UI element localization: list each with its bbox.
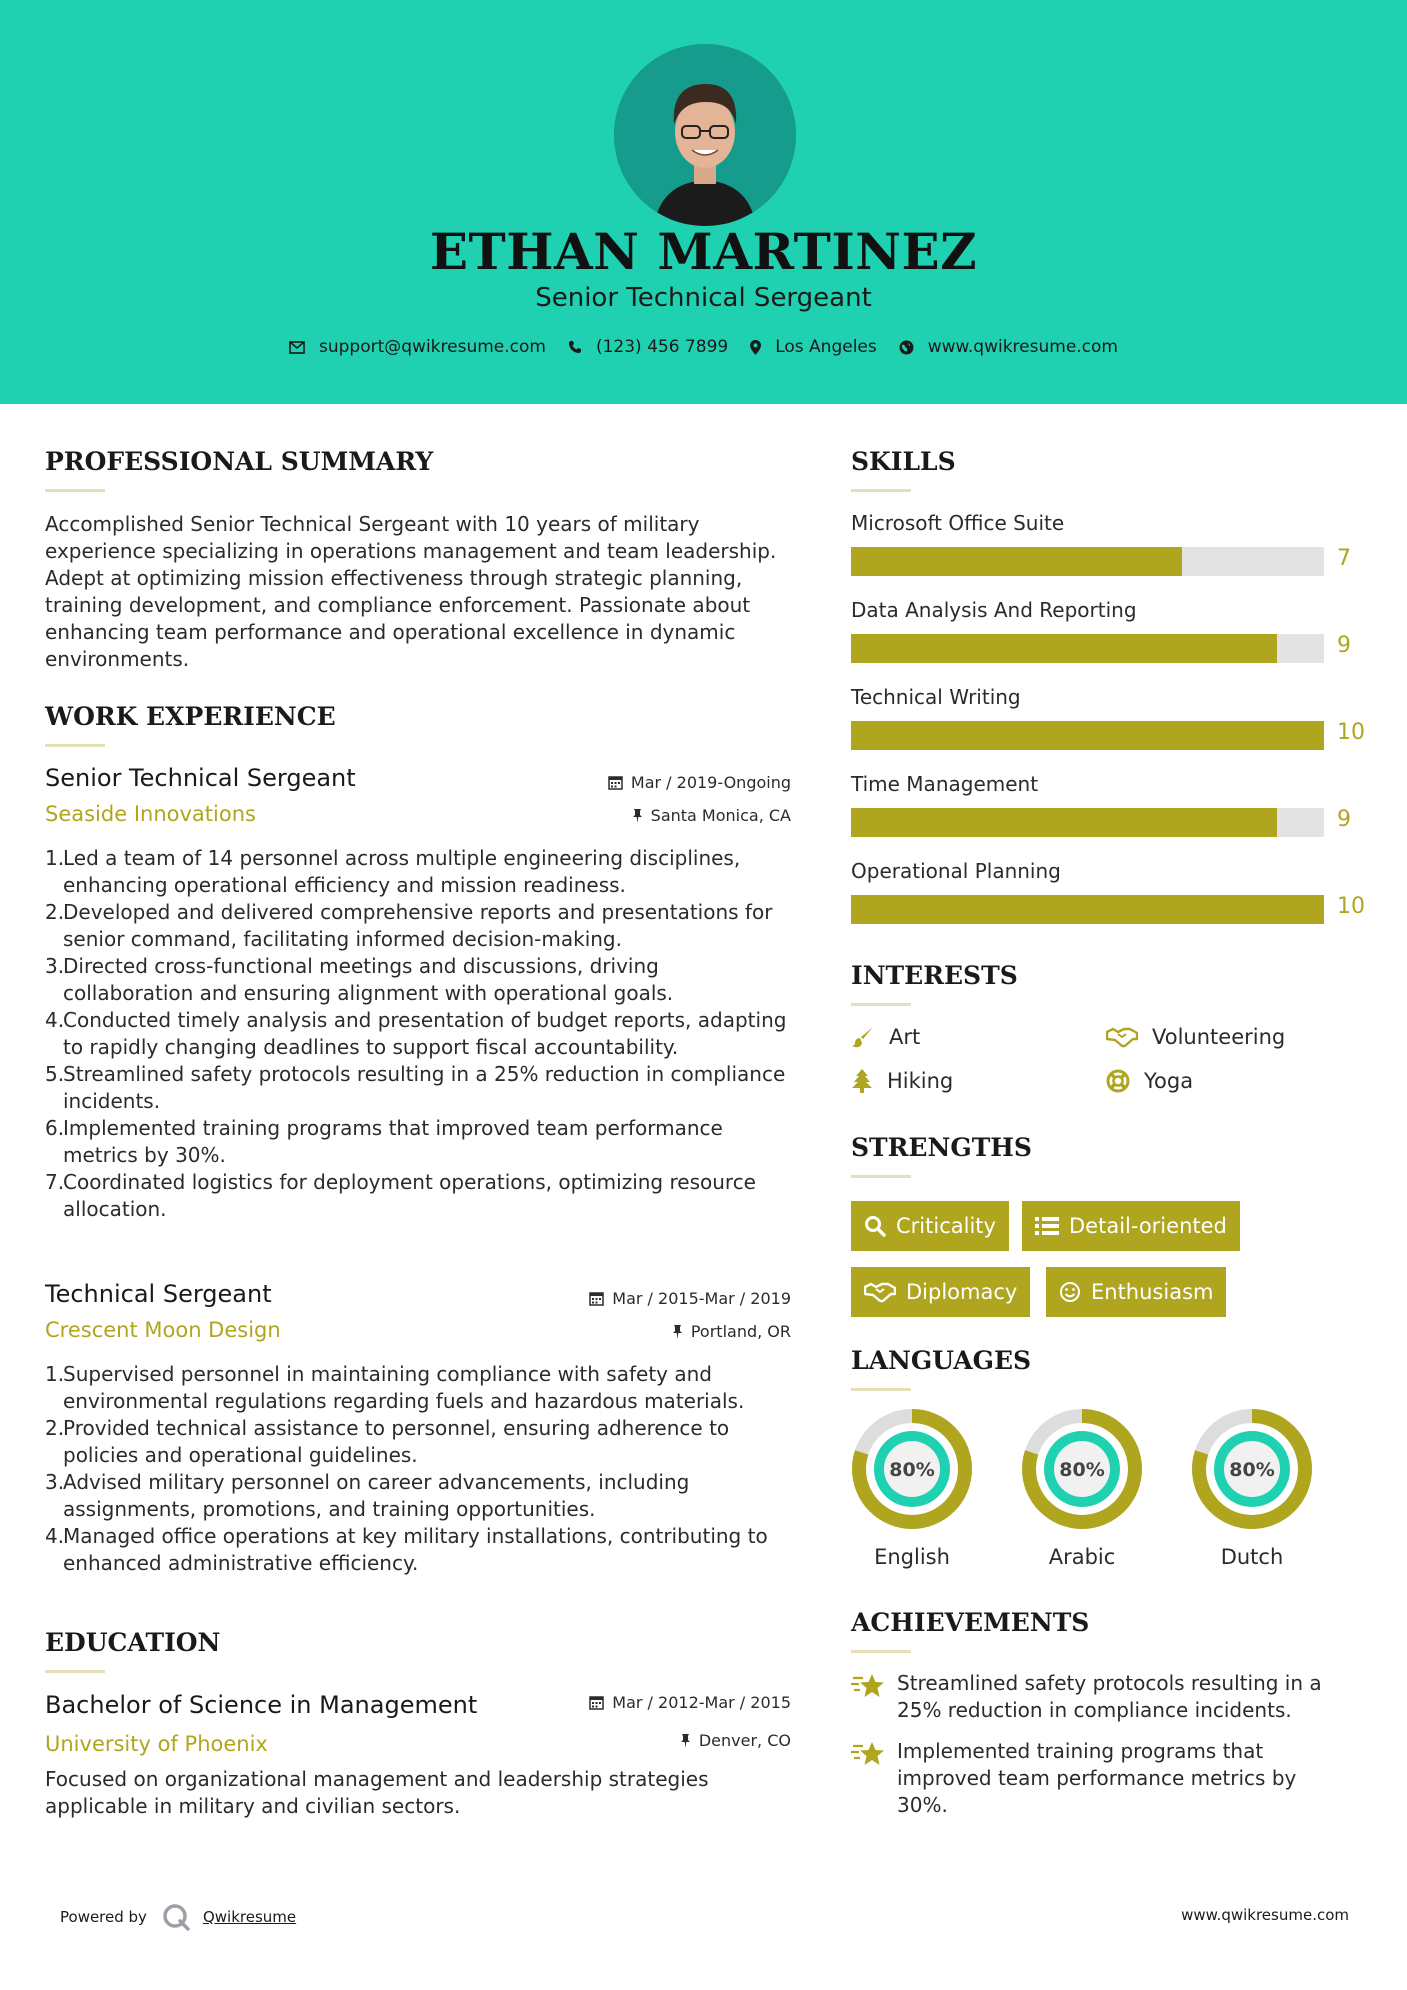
- summary-heading: PROFESSIONAL SUMMARY: [45, 447, 434, 476]
- strength-label: Criticality: [896, 1214, 996, 1238]
- strength-label: Detail-oriented: [1069, 1214, 1227, 1238]
- qwikresume-logo-icon: [161, 1902, 191, 1932]
- language-ring: [851, 1408, 973, 1530]
- location-text: Los Angeles: [775, 337, 877, 357]
- education-heading: EDUCATION: [45, 1628, 221, 1657]
- pushpin-icon: [680, 1733, 691, 1748]
- interests-rule: [851, 1003, 911, 1006]
- phone-icon: [568, 340, 582, 354]
- star-trophy-icon: [851, 1740, 885, 1768]
- experience-heading: WORK EXPERIENCE: [45, 702, 336, 731]
- strength-label: Diplomacy: [906, 1280, 1018, 1304]
- strength-badge: [1022, 1201, 1240, 1251]
- contact-location: [750, 337, 877, 357]
- job-company: Seaside Innovations: [45, 802, 256, 826]
- skill-label: Time Management: [851, 772, 1039, 796]
- interest-item: [851, 1069, 953, 1093]
- strength-badge: [1046, 1267, 1226, 1317]
- job-location-text: Portland, OR: [690, 1322, 791, 1341]
- footer-powered-by: [60, 1902, 296, 1932]
- star-trophy-icon: [851, 1672, 885, 1700]
- skill-label: Microsoft Office Suite: [851, 511, 1065, 535]
- achievement-text: Implemented training programs that improved team performance metrics by 30%.: [897, 1739, 1297, 1817]
- interest-label: Art: [889, 1025, 921, 1049]
- pushpin-icon: [672, 1324, 683, 1339]
- list-item: 2. Developed and delivered comprehensive reports and presentations for senior command, facilitating informed decision-making.: [45, 900, 773, 951]
- list-icon: [1035, 1216, 1059, 1236]
- smile-icon: [1059, 1281, 1081, 1303]
- languages-heading: LANGUAGES: [851, 1346, 1032, 1375]
- job-location-text: Santa Monica, CA: [650, 806, 791, 825]
- language-percent: 80%: [889, 1459, 935, 1481]
- job-bullets: [45, 845, 795, 1223]
- candidate-title: Senior Technical Sergeant: [535, 283, 872, 313]
- list-item: 7. Coordinated logistics for deployment operations, optimizing resource allocation.: [45, 1170, 756, 1221]
- experience-rule: [45, 744, 105, 747]
- header-banner: [0, 0, 1407, 404]
- website-text: www.qwikresume.com: [927, 337, 1118, 357]
- interest-item: [1106, 1025, 1285, 1049]
- job-company: Crescent Moon Design: [45, 1318, 281, 1342]
- list-item: 5. Streamlined safety protocols resulting in a 25% reduction in compliance incidents.: [45, 1062, 786, 1113]
- paintbrush-icon: [851, 1025, 875, 1049]
- strength-badge: [851, 1267, 1030, 1317]
- skill-value: 7: [1337, 546, 1351, 571]
- skill-label: Technical Writing: [851, 685, 1021, 709]
- phone-text: (123) 456 7899: [595, 337, 729, 357]
- profile-photo: [614, 44, 796, 226]
- interests-heading: INTERESTS: [851, 961, 1018, 990]
- footer-website[interactable]: www.qwikresume.com: [1181, 1906, 1349, 1924]
- skill-bar-fill: [851, 634, 1277, 663]
- languages-rule: [851, 1388, 911, 1391]
- job-role: Technical Sergeant: [45, 1280, 272, 1308]
- degree-title: Bachelor of Science in Management: [45, 1691, 478, 1719]
- pushpin-icon: [632, 808, 643, 823]
- education-location: [500, 1731, 791, 1750]
- interest-label: Hiking: [887, 1069, 954, 1093]
- education-location-text: Denver, CO: [698, 1731, 791, 1750]
- calendar-icon: [589, 1695, 604, 1710]
- contact-phone[interactable]: [568, 337, 728, 357]
- skill-bar-track: [851, 808, 1324, 837]
- education-description: Focused on organizational management and leadership strategies applicable in military and civilian sectors.: [45, 1767, 709, 1818]
- skill-bar-track: [851, 721, 1324, 750]
- achievement-item: [851, 1738, 1351, 1819]
- skill-label: Data Analysis And Reporting: [851, 598, 1137, 622]
- strengths-heading: STRENGTHS: [851, 1133, 1032, 1162]
- skill-bar-fill: [851, 895, 1324, 924]
- summary-rule: [45, 489, 105, 492]
- tree-icon: [851, 1069, 873, 1093]
- school-name: University of Phoenix: [45, 1732, 268, 1756]
- calendar-icon: [589, 1291, 604, 1306]
- education-rule: [45, 1670, 105, 1673]
- strength-badge: [851, 1201, 1009, 1251]
- education-dates: [500, 1693, 791, 1712]
- skill-bar-fill: [851, 547, 1182, 576]
- handshake-icon: [864, 1281, 896, 1303]
- skill-value: 9: [1337, 807, 1351, 832]
- brand-link[interactable]: Qwikresume: [202, 1908, 297, 1926]
- achievement-text: Streamlined safety protocols resulting in a 25% reduction in compliance incidents.: [897, 1671, 1322, 1722]
- summary-text: Accomplished Senior Technical Sergeant with 10 years of military experience specializing in operations management and team leadership. Adept at optimizing mission effectiveness through strategic planning, training development, and compliance enforcement. Passionate about enhancing team performance and operational excellence in dynamic environments.: [45, 512, 777, 671]
- language-ring: [1021, 1408, 1143, 1530]
- interest-label: Yoga: [1144, 1069, 1194, 1093]
- skill-bar-fill: [851, 808, 1277, 837]
- strength-label: Enthusiasm: [1091, 1280, 1214, 1304]
- language-name: Dutch: [1220, 1545, 1284, 1569]
- list-item: 6. Implemented training programs that improved team performance metrics by 30%.: [45, 1116, 723, 1167]
- globe-icon: [899, 340, 914, 355]
- job-dates-text: Mar / 2015-Mar / 2019: [612, 1289, 791, 1308]
- interest-label: Volunteering: [1152, 1025, 1286, 1049]
- list-item: 2. Provided technical assistance to personnel, ensuring adherence to policies and operational guidelines.: [45, 1416, 730, 1467]
- skill-bar-track: [851, 634, 1324, 663]
- interest-item: [1106, 1069, 1193, 1093]
- skill-label: Operational Planning: [851, 859, 1061, 883]
- contact-email[interactable]: [289, 337, 546, 357]
- job-bullets: [45, 1361, 795, 1577]
- list-item: 4. Managed office operations at key military installations, contributing to enhanced administrative efficiency.: [45, 1524, 768, 1575]
- language-ring: [1191, 1408, 1313, 1530]
- skill-bar-fill: [851, 721, 1324, 750]
- job-dates: [500, 1289, 791, 1308]
- job-dates-text: Mar / 2019-Ongoing: [630, 773, 791, 792]
- candidate-name: ETHAN MARTINEZ: [429, 222, 978, 281]
- job-dates: [500, 773, 791, 792]
- list-item: 1. Led a team of 14 personnel across multiple engineering disciplines, enhancing operational efficiency and mission readiness.: [45, 846, 741, 897]
- list-item: 1. Supervised personnel in maintaining compliance with safety and environmental regulations regarding fuels and hazardous materials.: [45, 1362, 745, 1413]
- contact-website[interactable]: [899, 337, 1118, 357]
- skills-rule: [851, 489, 911, 492]
- interest-item: [851, 1025, 920, 1049]
- job-location: [500, 806, 791, 825]
- lifering-icon: [1106, 1069, 1130, 1093]
- achievements-heading: ACHIEVEMENTS: [851, 1608, 1090, 1637]
- skills-heading: SKILLS: [851, 447, 956, 476]
- skill-bar-track: [851, 547, 1324, 576]
- skill-bar-track: [851, 895, 1324, 924]
- search-icon: [864, 1215, 886, 1237]
- language-name: English: [874, 1545, 950, 1569]
- list-item: 3. Advised military personnel on career advancements, including assignments, promotions, and training opportunities.: [45, 1470, 690, 1521]
- language-percent: 80%: [1229, 1459, 1275, 1481]
- list-item: 3. Directed cross-functional meetings and discussions, driving collaboration and ensuring alignment with operational goals.: [45, 954, 674, 1005]
- skill-value: 9: [1337, 633, 1351, 658]
- powered-by-text: Powered by: [60, 1908, 147, 1926]
- list-item: 4. Conducted timely analysis and presentation of budget reports, adapting to rapidly changing deadlines to support fiscal accountability.: [45, 1008, 787, 1059]
- education-dates-text: Mar / 2012-Mar / 2015: [612, 1693, 791, 1712]
- language-name: Arabic: [1048, 1545, 1116, 1569]
- contact-bar: [0, 337, 1407, 357]
- skill-value: 10: [1337, 720, 1365, 745]
- achievement-item: [851, 1670, 1351, 1724]
- strengths-rule: [851, 1175, 911, 1178]
- map-marker-icon: [750, 340, 761, 355]
- person-avatar-icon: [614, 44, 796, 226]
- job-role: Senior Technical Sergeant: [45, 764, 356, 792]
- skill-value: 10: [1337, 894, 1365, 919]
- achievements-rule: [851, 1650, 911, 1653]
- language-percent: 80%: [1059, 1459, 1105, 1481]
- calendar-icon: [608, 775, 623, 790]
- job-location: [500, 1322, 791, 1341]
- envelope-icon: [289, 341, 305, 354]
- email-text: support@qwikresume.com: [319, 337, 546, 357]
- handshake-icon: [1106, 1026, 1138, 1048]
